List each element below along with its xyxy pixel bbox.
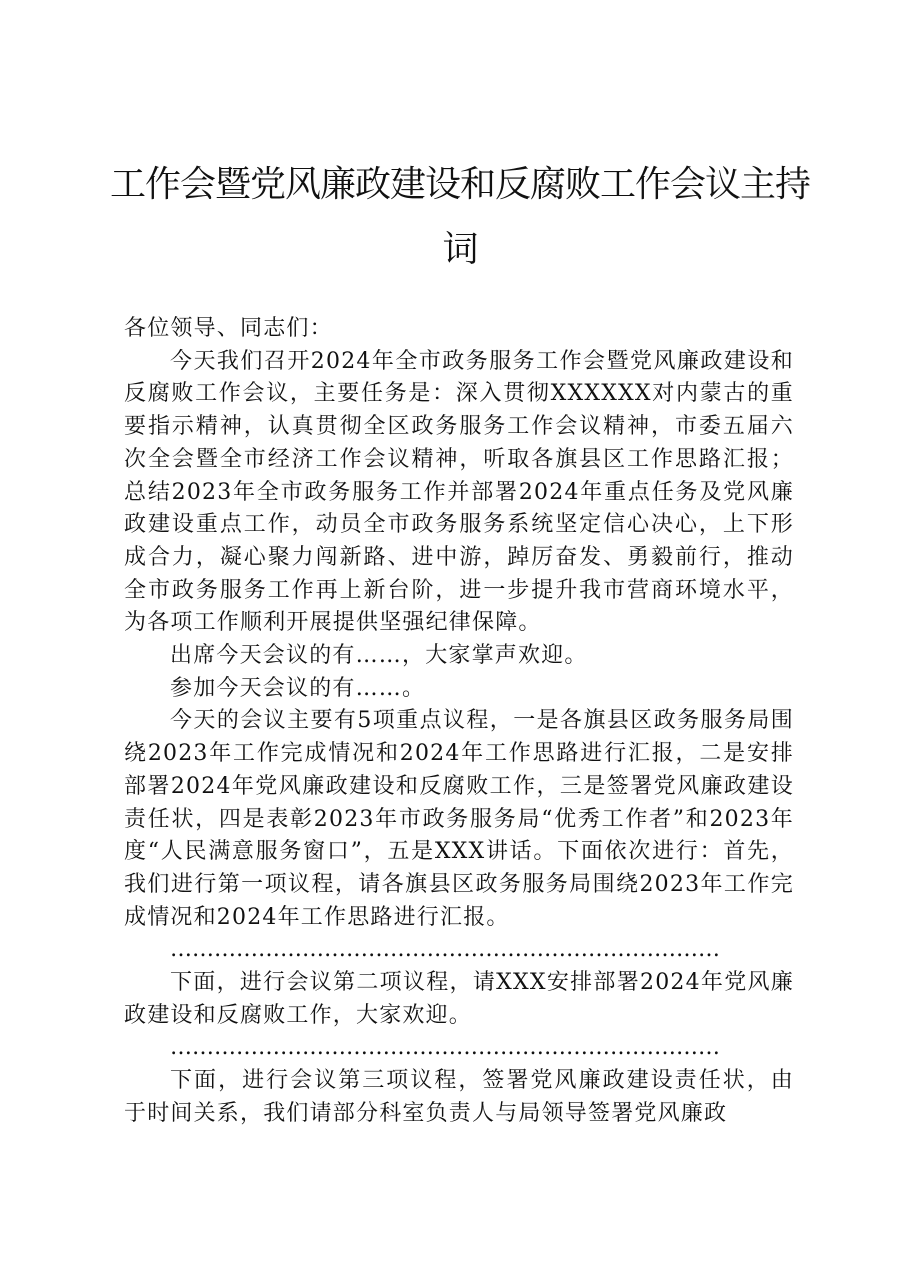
paragraph-third-item: 下面，进行会议第三项议程，签署党风廉政建设责任状，由于时间关系，我们请部分科室负责人与局领导签署党风廉政	[124, 1068, 794, 1126]
document-body	[124, 313, 794, 1131]
paragraph-second-item: 下面，进行会议第二项议程，请XXX安排部署2024年党风廉政建设和反腐败工作，大家欢迎。	[124, 970, 794, 1028]
document-title-line-2: 词	[442, 229, 478, 270]
salutation: 各位领导、同志们：	[124, 316, 333, 341]
document-title-line-1: 工作会暨党风廉政建设和反腐败工作会议主持	[110, 164, 811, 205]
ellipsis-separator: …………………………………………………………………	[170, 937, 720, 963]
paragraph-attendees: 出席今天会议的有……，大家掌声欢迎。	[170, 643, 588, 669]
paragraph-participants: 参加今天会议的有……。	[170, 675, 426, 701]
paragraph-agenda: 今天的会议主要有5项重点议程，一是各旗县区政务服务局围绕2023年工作完成情况和2024年工作思路进行汇报，二是安排部署2024年党风廉政建设和反腐败工作，三是签署党风廉政建设责任状，四是表彰2023年市政务服务局“优秀工作者”和2023年度“人民满意服务窗口”，五是XXX讲话。下面依次进行：首先，我们进行第一项议程，请各旗县区政务服务局围绕2023年工作完成情况和2024年工作思路进行汇报。	[124, 708, 794, 930]
ellipsis-separator: …………………………………………………………………	[170, 1035, 720, 1061]
paragraph-opening: 今天我们召开2024年全市政务服务工作会暨党风廉政建设和反腐败工作会议，主要任务是：深入贯彻XXXXXX对内蒙古的重要指示精神，认真贯彻全区政务服务工作会议精神，市委五届六次全会暨全市经济工作会议精神，听取各旗县区工作思路汇报；总结2023年全市政务服务工作并部署2024年重点任务及党风廉政建设重点工作，动员全市政务服务系统坚定信心决心，上下形成合力，凝心聚力闯新路、进中游，踔厉奋发、勇毅前行，推动全市政务服务工作再上新台阶，进一步提升我市营商环境水平，为各项工作顺利开展提供坚强纪律保障。	[124, 348, 794, 636]
